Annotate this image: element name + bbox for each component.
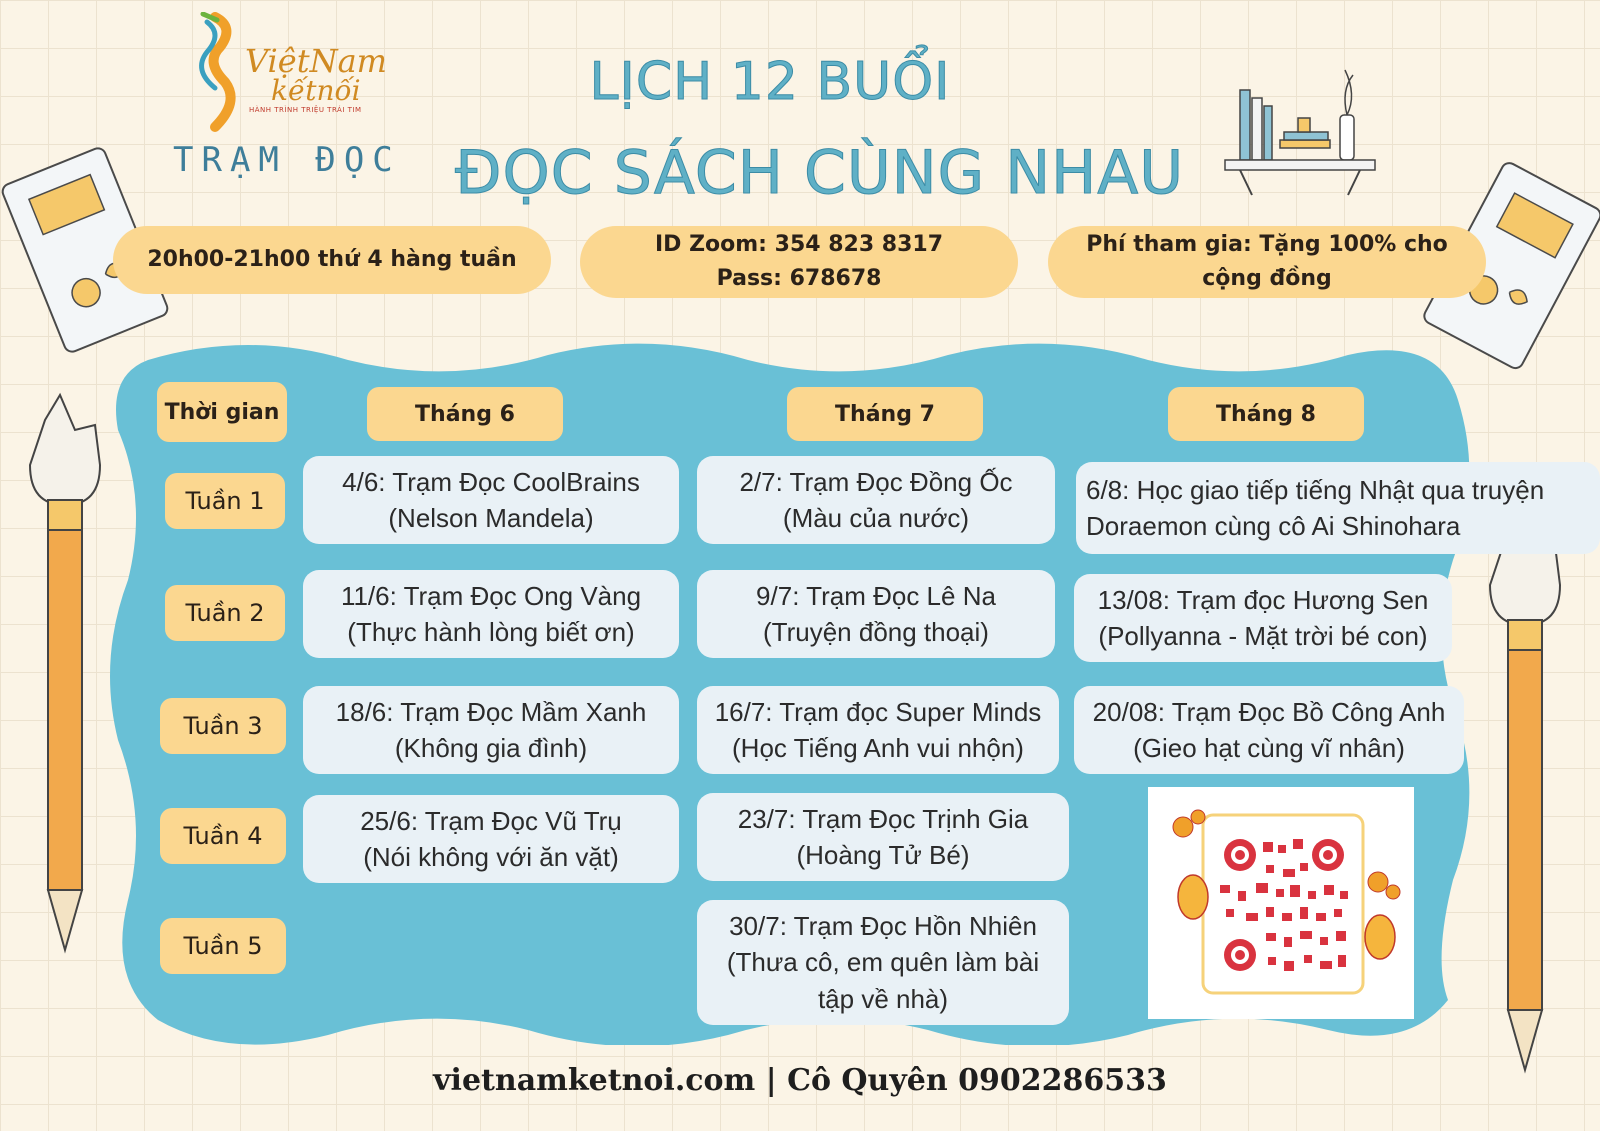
session-title: 25/6: Trạm Đọc Vũ Trụ [360,805,622,836]
session-title: 23/7: Trạm Đọc Trịnh Gia [737,803,1029,834]
session-card-august-week3 [1074,686,1464,774]
session-title: 9/7: Trạm Đọc Lê Na [756,580,996,611]
zoom-pass-text: Pass: 678678 [716,266,882,291]
fee-text-line1: Phí tham gia: Tặng 100% cho [1086,231,1448,257]
qr-code-image[interactable] [1148,787,1414,1019]
pencil-illustration-right [1480,510,1590,1100]
session-book: (Truyện đồng thoại) [763,617,989,647]
session-card-june-week3 [303,686,679,774]
week-label-4: Tuần 4 [160,808,286,864]
session-card-august-week2 [1074,574,1452,662]
logo-tagline: HÀNH TRÌNH TRIỆU TRÁI TIM [249,106,362,114]
month-header-july: Tháng 7 [787,387,983,441]
session-book: (Nói không với ăn vặt) [363,842,619,872]
time-column-header: Thời gian [157,382,287,442]
qr-code-icon [1148,787,1414,1019]
fee-info-pill [1048,226,1486,298]
schedule-time-text: 20h00-21h00 thứ 4 hàng tuần [147,246,517,272]
logo-brand-line1: ViệtNam [245,42,387,80]
session-card-june-week2 [303,570,679,658]
session-book: (Hoàng Tử Bé) [796,840,970,870]
session-card-july-week3 [697,686,1059,774]
week-label-3: Tuần 3 [160,698,286,754]
session-card-july-week4 [697,793,1069,881]
session-book: (Học Tiếng Anh vui nhộn) [732,733,1024,763]
logo-brand-line2: kếtnối [271,74,361,107]
week-label-2: Tuần 2 [165,585,285,641]
zoom-id-text: ID Zoom: 354 823 8317 [654,231,944,257]
session-book: (Pollyanna - Mặt trời bé con) [1098,621,1428,651]
logo-station-name: TRẠM ĐỌC [173,140,401,180]
month-header-august: Tháng 8 [1168,387,1364,441]
session-title: 4/6: Trạm Đọc CoolBrains [342,466,640,497]
month-header-june: Tháng 6 [367,387,563,441]
session-title: 6/8: Học giao tiếp tiếng Nhật qua truyện [1086,474,1545,505]
page-title-line2: ĐỌC SÁCH CÙNG NHAU [455,138,1185,208]
session-card-july-week1 [697,456,1055,544]
session-book: (Thực hành lòng biết ơn) [347,617,635,647]
session-card-july-week5 [697,900,1069,1025]
session-title: 30/7: Trạm Đọc Hồn Nhiên [729,910,1037,941]
session-book: (Thưa cô, em quên làm bài [726,947,1040,978]
session-book: (Không gia đình) [394,733,588,763]
week-label-1: Tuần 1 [165,473,285,529]
bookshelf-illustration [1220,60,1390,210]
week-label-5: Tuần 5 [160,918,286,974]
session-book: (Gieo hạt cùng vĩ nhân) [1133,733,1405,763]
session-card-june-week1 [303,456,679,544]
session-title: 13/08: Trạm đọc Hương Sen [1097,584,1429,615]
session-title: 2/7: Trạm Đọc Đồng Ốc [739,466,1013,497]
session-card-july-week2 [697,570,1055,658]
session-title: 11/6: Trạm Đọc Ong Vàng [340,580,642,611]
session-book-cont: tập về nhà) [817,983,949,1014]
session-book: (Nelson Mandela) [388,503,594,533]
session-book: Doraemon cùng cô Ai Shinohara [1086,511,1461,541]
session-title: 18/6: Trạm Đọc Mầm Xanh [335,696,647,727]
session-title: 20/08: Trạm Đọc Bồ Công Anh [1092,696,1446,727]
fee-text-line2: cộng đồng [1202,266,1332,291]
contact-footer: vietnamketnoi.com | Cô Quyên 0902286533 [433,1063,1167,1098]
zoom-info-pill [580,226,1018,298]
session-book: (Màu của nước) [782,503,970,533]
brand-logo [165,12,405,187]
session-card-august-week1 [1076,462,1600,554]
session-title: 16/7: Trạm đọc Super Minds [714,696,1042,727]
vietnam-map-icon [185,12,245,132]
page-title-line1: LỊCH 12 BUỔI [589,52,951,112]
schedule-time-pill [113,226,551,294]
session-card-june-week4 [303,795,679,883]
